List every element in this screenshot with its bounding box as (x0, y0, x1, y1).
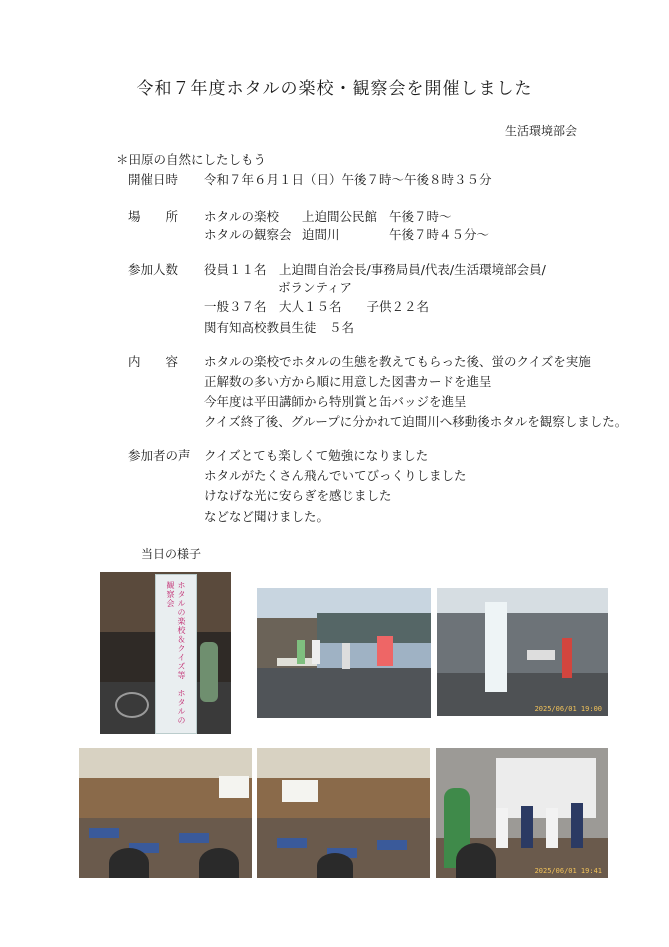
date-label: 開催日時 (128, 172, 179, 187)
photo-banner (100, 572, 231, 734)
participants-line-3: 一般３７名 大人１５名 子供２２名 (204, 299, 430, 314)
banner-text: ホタルの楽校＆クイズ等 ホタルの観察会 (166, 581, 186, 725)
photo-quiz-timestamp: 2025/06/01 19:41 (534, 867, 602, 875)
photo-hall-2 (257, 748, 430, 878)
participants-line-1: 役員１１名 上迫間自治会長/事務局員/代表/生活環境部会員/ (204, 262, 546, 277)
photo-quiz (436, 748, 608, 878)
page-title: 令和７年度ホタルの楽校・観察会を開催しました (136, 79, 533, 99)
photo-entrance (437, 588, 608, 716)
content-line-3: 今年度は平田講師から特別賞と缶バッジを進呈 (204, 394, 467, 409)
voices-line-4: などなど聞けました。 (204, 509, 330, 524)
subtitle: ＊田原の自然にしたしもう (116, 152, 267, 167)
voices-line-2: ホタルがたくさん飛んでいてびっくりしました (204, 468, 467, 483)
department: 生活環境部会 (505, 124, 578, 138)
photo-reception (257, 588, 431, 718)
participants-label: 参加人数 (128, 262, 179, 277)
content-label: 内 容 (128, 354, 179, 369)
place-event-2: ホタルの観察会 (204, 227, 292, 242)
participants-line-4: 関有知高校教員生徒 ５名 (204, 320, 355, 335)
place-venue-2: 迫間川 (302, 227, 340, 242)
place-time-2: 午後７時４５分～ (389, 227, 490, 242)
place-event-1: ホタルの楽校 (204, 209, 280, 224)
content-line-1: ホタルの楽校でホタルの生態を教えてもらった後、蛍のクイズを実施 (204, 354, 591, 369)
place-time-1: 午後７時～ (389, 209, 452, 224)
voices-label: 参加者の声 (128, 448, 191, 463)
participants-line-2: ボランティア (278, 280, 353, 295)
photos-label: 当日の様子 (141, 547, 202, 561)
photo-entrance-timestamp: 2025/06/01 19:00 (534, 705, 602, 713)
date-value: 令和７年６月１日（日）午後７時～午後８時３５分 (204, 172, 492, 187)
content-line-4: クイズ終了後、グループに分かれて迫間川へ移動後ホタルを観察しました。 (204, 414, 628, 429)
voices-line-3: けなげな光に安らぎを感じました (204, 488, 392, 503)
place-venue-1: 上迫間公民館 (302, 209, 378, 224)
place-label: 場 所 (128, 209, 179, 224)
banner (155, 574, 197, 734)
voices-line-1: クイズとても楽しくて勉強になりました (204, 448, 429, 463)
photo-hall-1 (79, 748, 252, 878)
content-line-2: 正解数の多い方から順に用意した図書カードを進呈 (204, 374, 492, 389)
